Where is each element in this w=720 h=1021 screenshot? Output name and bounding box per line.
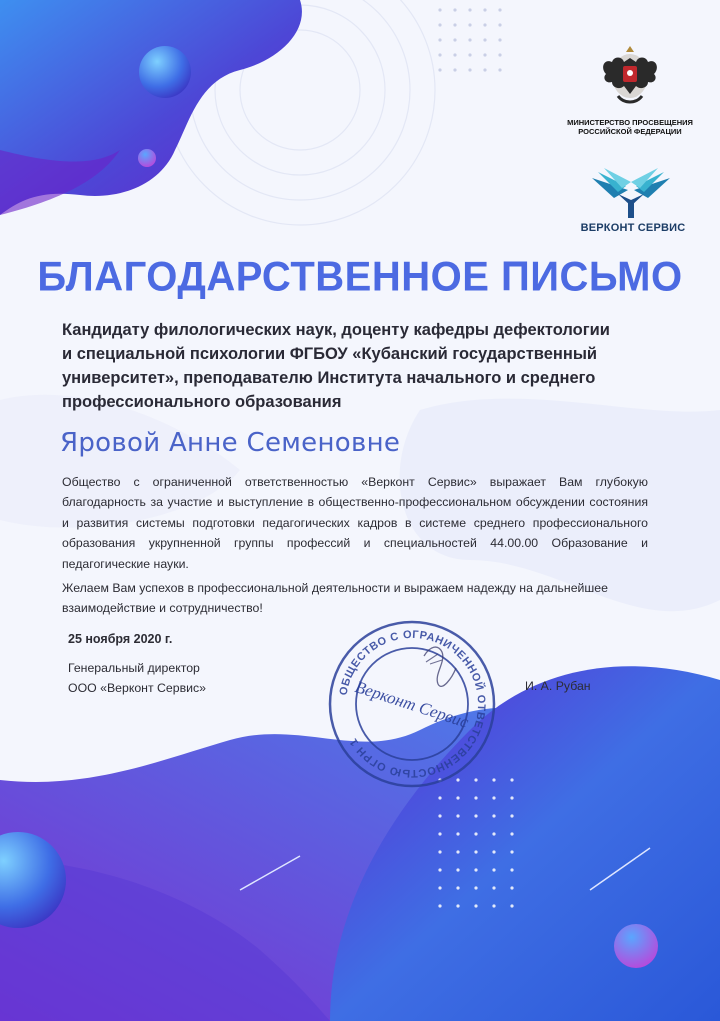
- dot-grid-top: [438, 8, 501, 71]
- ministry-line1: МИНИСТЕРСТВО ПРОСВЕЩЕНИЯ: [567, 118, 693, 127]
- letter-body: [62, 472, 648, 584]
- signer-position-line2: ООО «Верконт Сервис»: [68, 681, 206, 695]
- recipient-name: Яровой Анне Семеновне: [60, 428, 401, 458]
- recipient-line: Кандидату филологических наук, доценту кафедры дефектологии: [62, 321, 610, 339]
- signer-position: [68, 658, 206, 698]
- ministry-emblem-icon: [590, 38, 670, 110]
- ministry-name: [560, 118, 700, 136]
- brand-name: ВЕРКОНТ СЕРВИС: [580, 222, 686, 234]
- letter-title: БЛАГОДАРСТВЕННОЕ ПИСЬМО: [37, 253, 683, 301]
- company-stamp: [326, 618, 498, 790]
- recipient-line: университет», преподавателю Института начального и среднего: [62, 369, 596, 387]
- stamp-center-text: Верконт Сервис: [352, 677, 471, 732]
- ministry-line2: РОССИЙСКОЙ ФЕДЕРАЦИИ: [578, 127, 682, 136]
- letter-wish: Желаем Вам успехов в профессиональной деятельности и выражаем надежду на дальнейшее взаимодействие и сотрудничество!: [62, 581, 608, 616]
- body-paragraph: Общество с ограниченной ответственностью «Верконт Сервис» выражает Вам глубокую благодарность за участие и выступление в общественно-профессиональном обсуждении состояния и развития системы подготовки педагогических кадров в системе среднего профессионального образования укрупненной группы профессий и специальностей 44.00.00 Образование и педагогические науки.: [62, 475, 648, 571]
- recipient-description: [62, 318, 662, 414]
- recipient-line: и специальной психологии ФГБОУ «Кубанский государственный: [62, 345, 598, 363]
- letter-date: 25 ноября 2020 г.: [68, 632, 173, 646]
- recipient-line: профессионального образования: [62, 393, 342, 411]
- signer-name: И. А. Рубан: [525, 679, 591, 693]
- stamp-ring-text: ОБЩЕСТВО С ОГРАНИЧЕННОЙ ОТВЕТСТВЕННОСТЬЮ ОГРН 1: [337, 628, 488, 780]
- signer-position-line1: Генеральный директор: [68, 661, 200, 675]
- verkont-logo-icon: [588, 168, 674, 220]
